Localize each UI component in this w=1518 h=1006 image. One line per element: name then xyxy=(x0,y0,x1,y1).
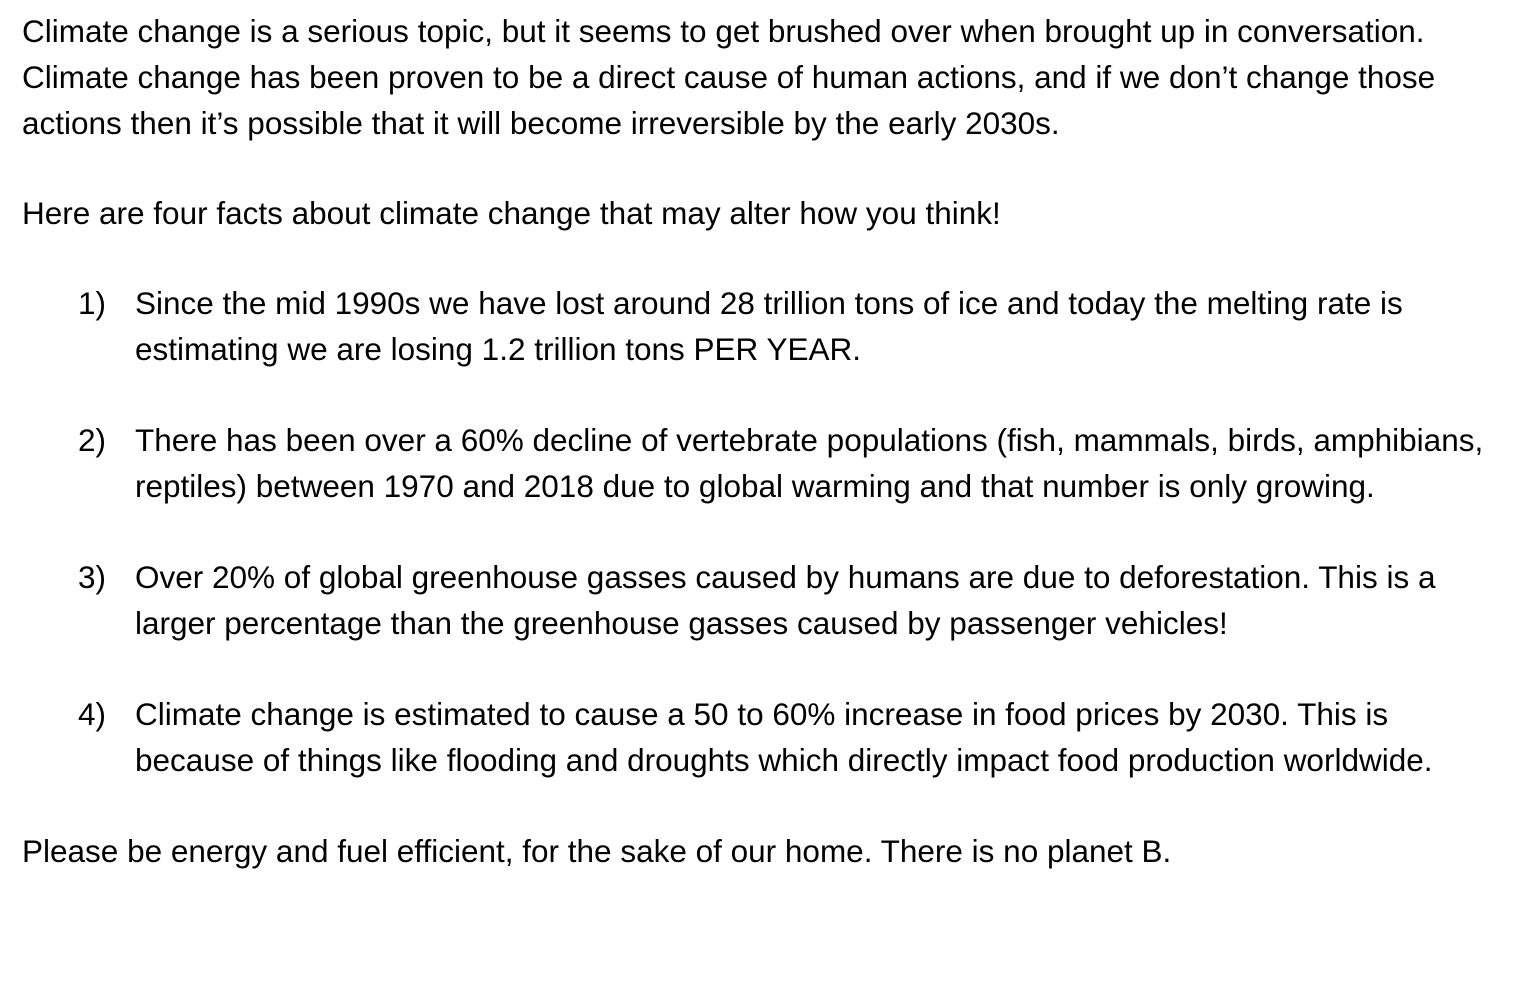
list-item-text: Climate change is estimated to cause a 50 to 60% increase in food prices by 2030. This is because of things like flooding and droughts which directly impact food production worldwide. xyxy=(135,696,1433,778)
list-item xyxy=(22,417,1495,509)
list-item-number: 2) xyxy=(78,422,107,458)
document-body xyxy=(22,8,1512,874)
list-item-text: There has been over a 60% decline of vertebrate populations (fish, mammals, birds, amphibians, reptiles) between 1970 and 2018 due to global warming and that number is only growing. xyxy=(135,422,1484,504)
list-item-text: Since the mid 1990s we have lost around 28 trillion tons of ice and today the melting rate is estimating we are losing 1.2 trillion tons PER YEAR. xyxy=(135,285,1403,367)
list-item-number: 4) xyxy=(78,696,107,732)
list-item-text: Over 20% of global greenhouse gasses caused by humans are due to deforestation. This is a larger percentage than the greenhouse gasses caused by passenger vehicles! xyxy=(135,559,1436,641)
facts-list xyxy=(22,280,1512,783)
list-item xyxy=(22,554,1495,646)
intro-paragraph: Climate change is a serious topic, but it seems to get brushed over when brought up in conversation. Climate change has been proven to be a direct cause of human actions, and if we don’t change those actions then it’s possible that it will become irreversible by the early 2030s. xyxy=(22,13,1436,141)
list-item-number: 1) xyxy=(78,285,107,321)
list-item xyxy=(22,691,1495,783)
closing-paragraph: Please be energy and fuel efficient, for the sake of our home. There is no planet B. xyxy=(22,833,1172,869)
list-item-number: 3) xyxy=(78,559,107,595)
facts-lead-sentence: Here are four facts about climate change that may alter how you think! xyxy=(22,195,1001,231)
list-item xyxy=(22,280,1495,372)
